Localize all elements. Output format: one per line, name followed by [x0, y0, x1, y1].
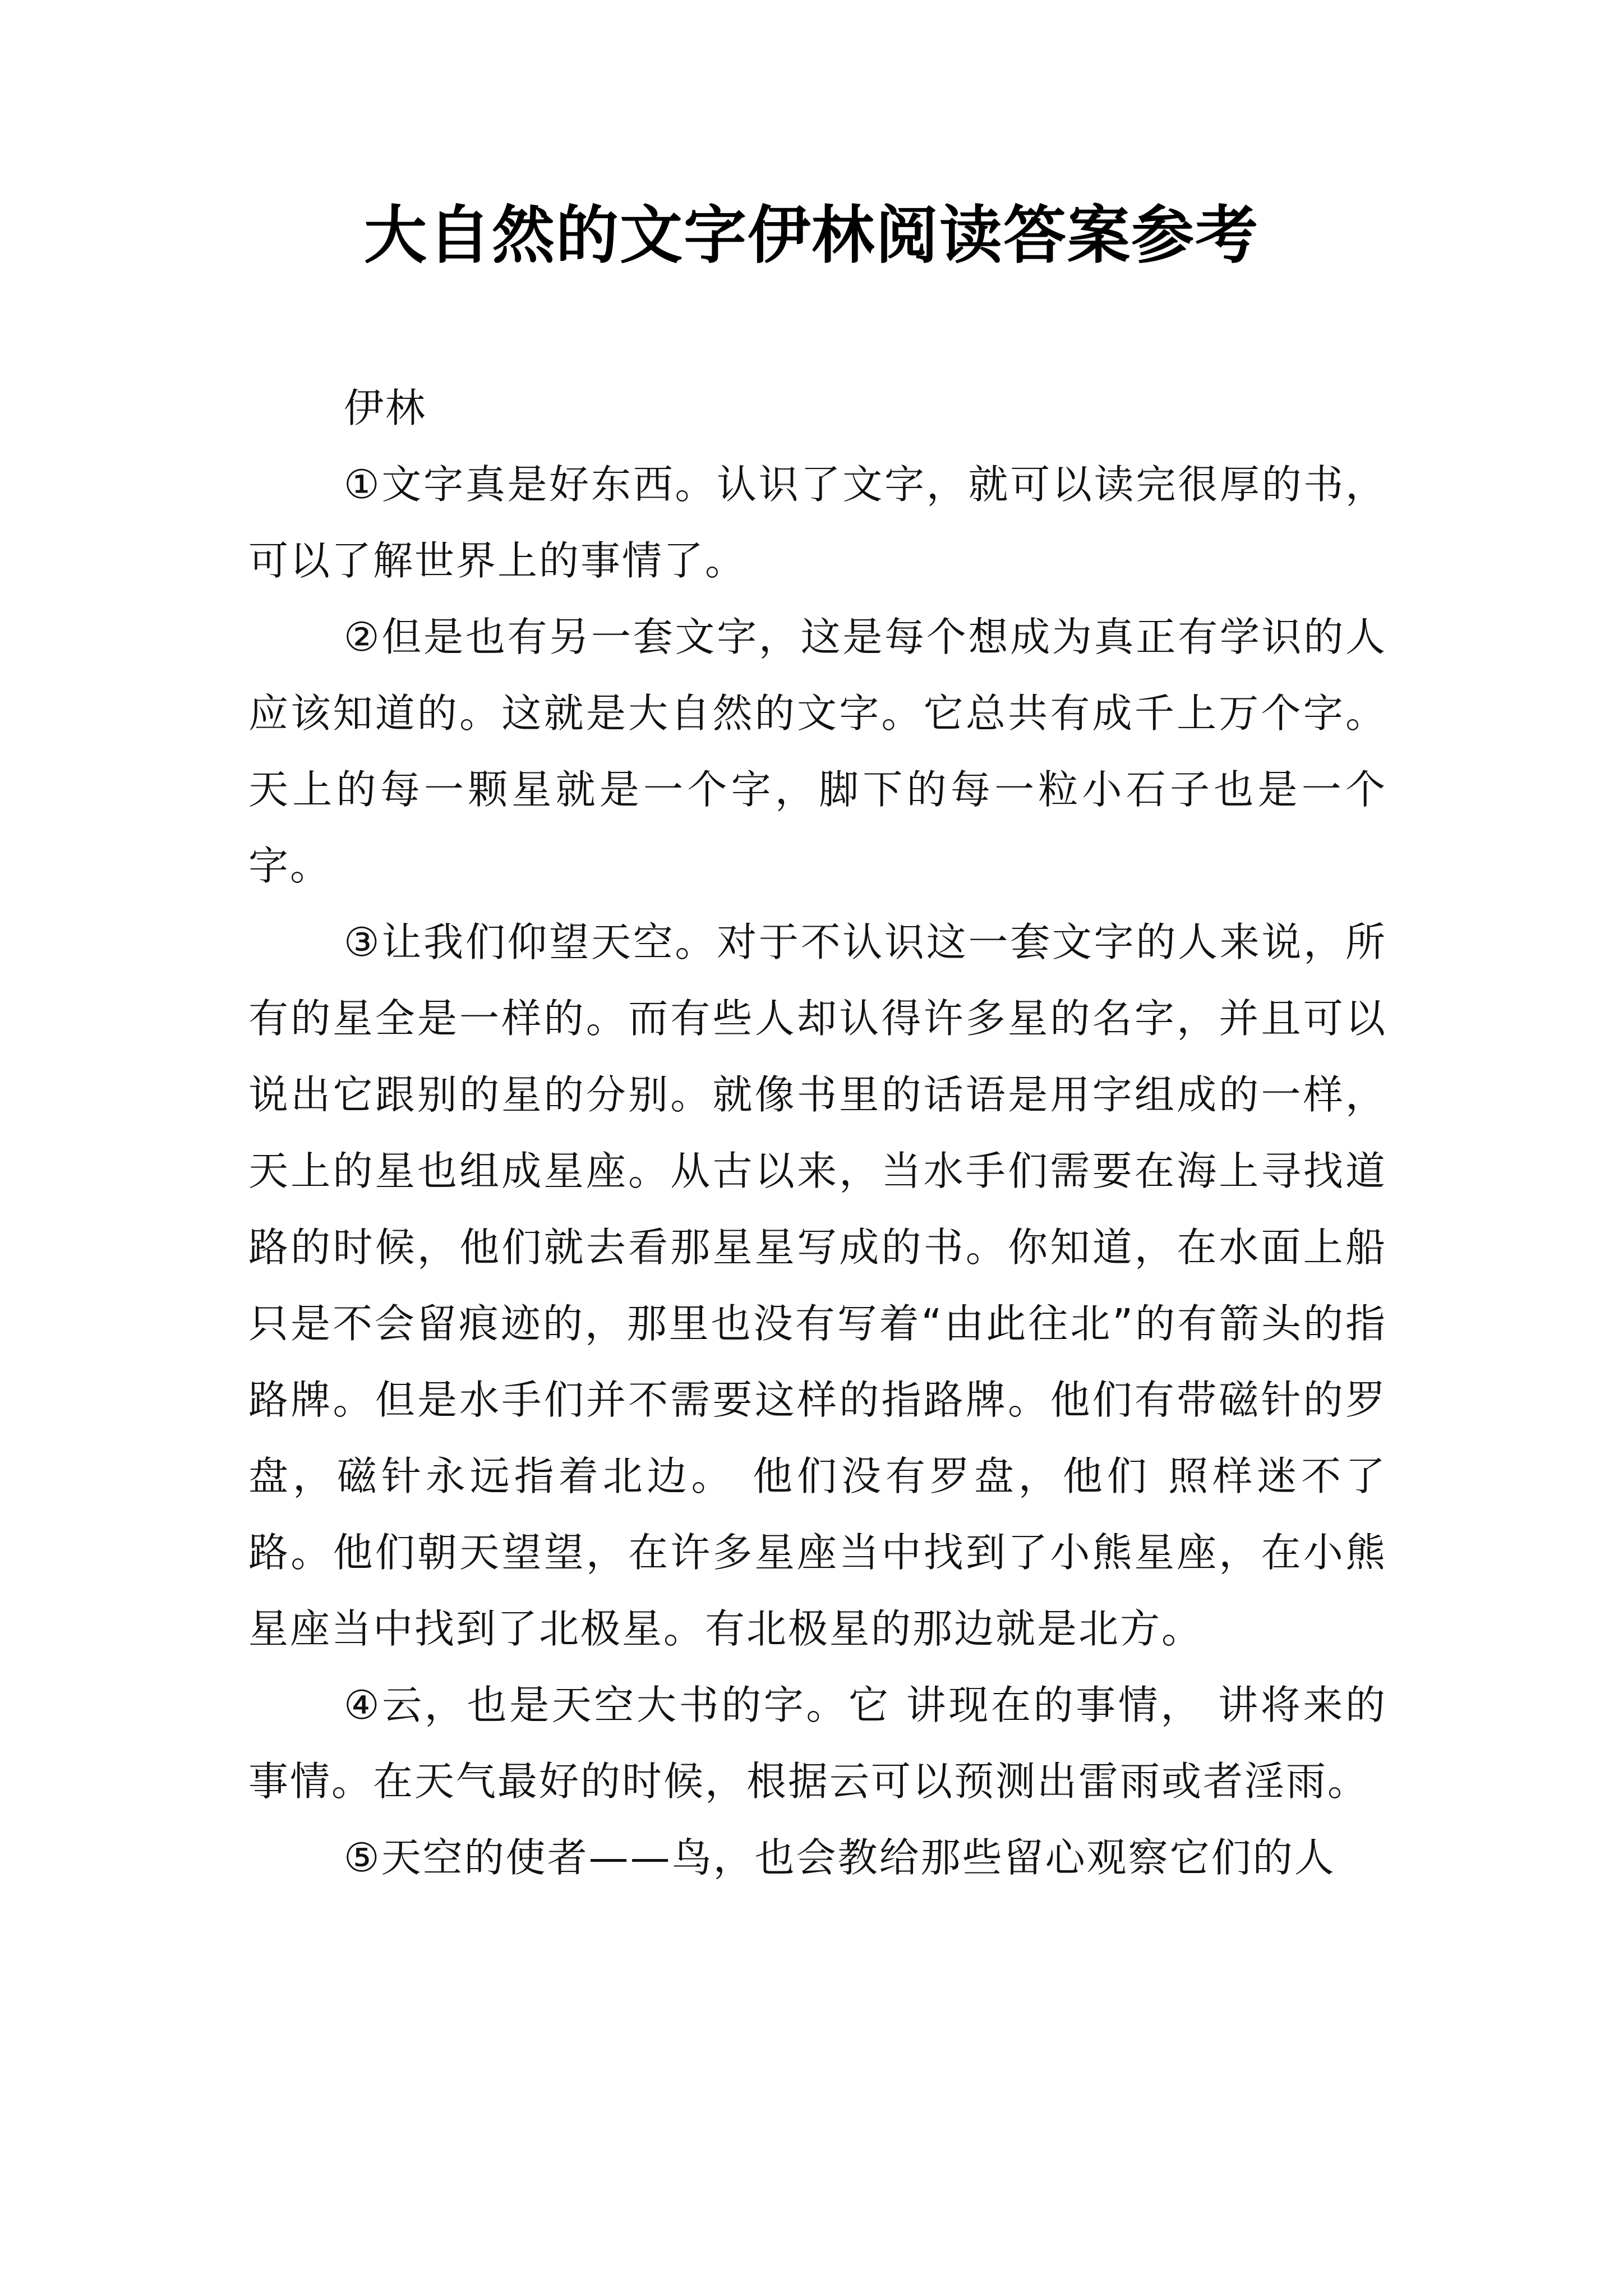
article-body — [248, 370, 1387, 1896]
author-line: 伊林 — [344, 385, 427, 431]
paragraph-4: ④云，也是天空大书的字。它 讲现在的事情， 讲将来的事情。在天气最好的时候，根据云可以预测出雷雨或者淫雨。 — [248, 1682, 1387, 1805]
document-title: 大自然的文字伊林阅读答案参考 — [364, 199, 1259, 272]
paragraph-3: ③让我们仰望天空。对于不认识这一套文字的人来说，所有的星全是一样的。而有些人却认得许多星的名字，并且可以说出它跟别的星的分别。就像书里的话语是用字组成的一样，天上的星也组成星座。从古以来，当水手们需要在海上寻找道路的时候，他们就去看那星星写成的书。你知道，在水面上船只是不会留痕迹的，那里也没有写着“由此往北”的有箭头的指路牌。但是水手们并不需要这样的指路牌。他们有带磁针的罗盘，磁针永远指着北边。 他们没有罗盘，他们 照样迷不了路。他们朝天望望，在许多星座当中找到了小熊星座，在小熊星座当中找到了北极星。有北极星的那边就是北方。 — [248, 919, 1387, 1652]
paragraph-5: ⑤天空的使者——鸟，也会教给那些留心观察它们的人 — [344, 1834, 1336, 1881]
paragraph-1: ①文字真是好东西。认识了文字，就可以读完很厚的书，可以了解世界上的事情了。 — [248, 461, 1387, 584]
paragraph-2: ②但是也有另一套文字，这是每个想成为真正有学识的人应该知道的。这就是大自然的文字。它总共有成千上万个字。天上的每一颗星就是一个字，脚下的每一粒小石子也是一个字。 — [248, 614, 1387, 889]
